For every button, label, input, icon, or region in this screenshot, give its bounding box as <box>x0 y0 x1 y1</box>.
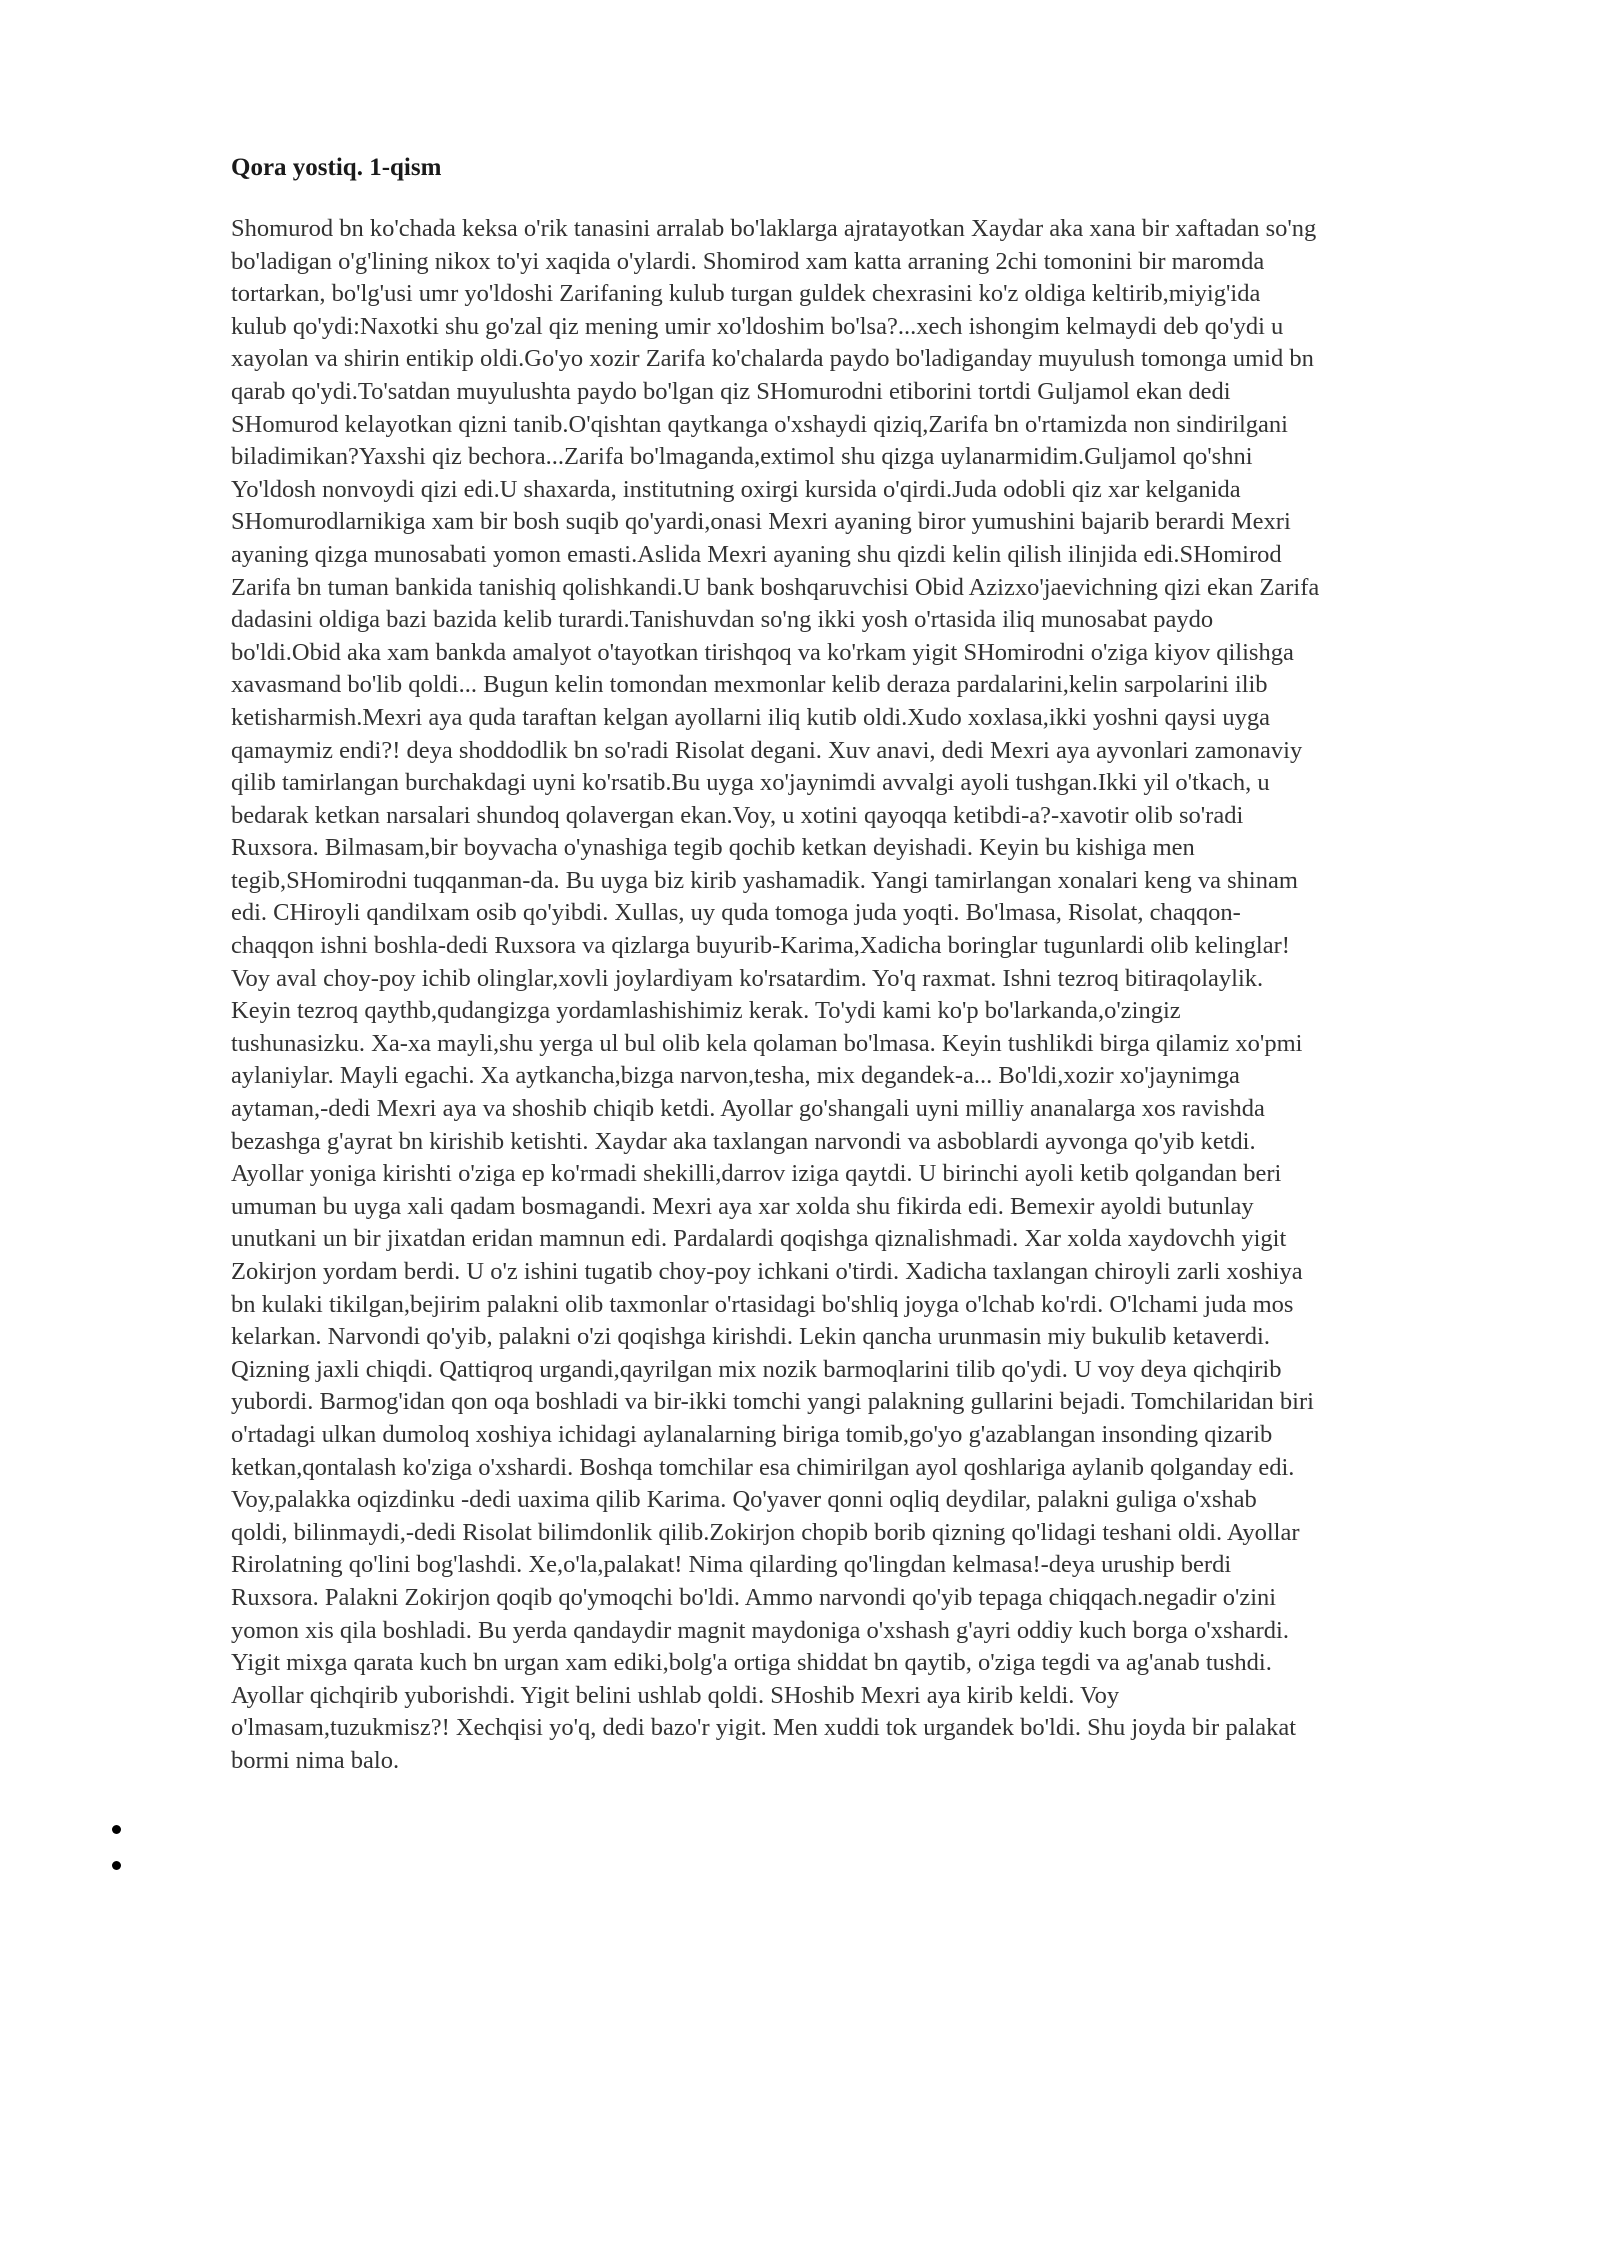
empty-bullet-list <box>112 1812 132 1884</box>
body-text-line: ketisharmish.Mexri aya quda taraftan kelgan ayollarni iliq kutib oldi.Xudo xoxlasa,ikki yoshni qaysi uyga <box>231 703 1270 731</box>
body-text-line: SHomurodlarnikiga xam bir bosh suqib qo'yardi,onasi Mexri ayaning biror yumushini bajarib berardi Mexri <box>231 508 1291 536</box>
body-text-line: Zokirjon yordam berdi. U o'z ishini tugatib choy-poy ichkani o'tirdi. Xadicha taxlangan chiroyli zarli xoshiya <box>231 1258 1303 1285</box>
body-text-line: Zarifa bn tuman bankida tanishiq qolishkandi.U bank boshqaruvchisi Obid Azizxo'jaevichning qizi ekan Zarifa <box>231 573 1320 601</box>
bullet-icon <box>112 1825 121 1834</box>
body-text-line: Ayollar yoniga kirishti o'ziga ep ko'rmadi shekilli,darrov iziga qaytdi. U birinchi ayoli ketib qolgandan beri <box>231 1160 1282 1188</box>
body-text-line: yomon xis qila boshladi. Bu yerda qandaydir magnit maydoniga o'xshash g'ayri oddiy kuch borga o'xshardi. <box>231 1616 1289 1644</box>
body-text-line: o'lmasam,tuzukmisz?! Xechqisi yo'q, dedi bazo'r yigit. Men xuddi tok urgandek bo'ldi. Shu joyda bir palakat <box>231 1714 1297 1742</box>
body-text-line: ayaning qizga munosabati yomon emasti.Aslida Mexri ayaning shu qizdi kelin qilish ilinjida edi.SHomirod <box>231 540 1282 568</box>
list-item <box>112 1812 132 1848</box>
body-text-line: bezashga g'ayrat bn kirishib ketishti. Xaydar aka taxlangan narvondi va asboblardi ayvonga qo'yib ketdi. <box>231 1127 1256 1155</box>
body-text-line: chaqqon ishni boshla-dedi Ruxsora va qizlarga buyurib-Karima,Xadicha boringlar tugunlardi olib kelinglar! <box>231 932 1290 960</box>
document-body <box>231 213 1506 1778</box>
body-text-line: xayolan va shirin entikip oldi.Go'yo xozir Zarifa ko'chalarda paydo bo'ladiganday muyulush tomonga umid bn <box>231 345 1314 373</box>
body-text-line: Keyin tezroq qaythb,qudangizga yordamlashishimiz kerak. To'ydi kami ko'p bo'larkanda,o'zingiz <box>231 997 1181 1025</box>
body-text-line: o'rtadagi ulkan dumoloq xoshiya ichidagi aylanalarning biriga tomib,go'yo g'azablangan insonding qizarib <box>231 1420 1273 1448</box>
body-text-line: ketkan,qontalash ko'ziga o'xshardi. Boshqa tomchilar esa chimirilgan ayol qoshlariga aylanib qolganday edi. <box>231 1453 1295 1481</box>
body-text-line: bormi nima balo. <box>231 1746 400 1774</box>
body-text-line: qilib tamirlangan burchakdagi uyni ko'rsatib.Bu uyga xo'jaynimdi avvalgi ayoli tushgan.Ikki yil o'tkach, u <box>231 769 1270 797</box>
body-text-line: unutkani un bir jixatdan eridan mamnun edi. Pardalardi qoqishga qiznalishmadi. Xar xolda xaydovchh yigit <box>231 1225 1287 1253</box>
body-text-line: xavasmand bo'lib qoldi... Bugun kelin tomondan mexmonlar kelib deraza pardalarini,kelin sarpolarini ilib <box>231 671 1268 699</box>
body-text-line: Yigit mixga qarata kuch bn urgan xam ediki,bolg'a ortiga shiddat bn qaytib, o'ziga tegdi va ag'anab tushdi. <box>231 1649 1272 1677</box>
bullet-icon <box>112 1861 121 1870</box>
body-text-line: bedarak ketkan narsalari shundoq qolavergan ekan.Voy, u xotini qayoqqa ketibdi-a?-xavotir olib so'radi <box>231 801 1244 829</box>
body-text-line: tortarkan, bo'lg'usi umr yo'ldoshi Zarifaning kulub turgan guldek chexrasini ko'z oldiga keltirib,miyig'ida <box>231 280 1261 308</box>
body-text-line: bo'ladigan o'g'lining nikox to'yi xaqida o'ylardi. Shomirod xam katta arraning 2chi tomonini bir maromda <box>231 247 1265 275</box>
body-text-line: biladimikan?Yaxshi qiz bechora...Zarifa bo'lmaganda,extimol shu qizga uylanarmidim.Guljamol qo'shni <box>231 443 1253 471</box>
body-text-line: edi. CHiroyli qandilxam osib qo'yibdi. Xullas, uy quda tomoga juda yoqti. Bo'lmasa, Risolat, chaqqon- <box>231 899 1241 927</box>
list-item <box>112 1848 132 1884</box>
body-text-line: umuman bu uyga xali qadam bosmagandi. Mexri aya xar xolda shu fikirda edi. Bemexir ayoldi butunlay <box>231 1192 1254 1220</box>
body-text-line: aylaniylar. Mayli egachi. Xa aytkancha,bizga narvon,tesha, mix degandek-a... Bo'ldi,xozir xo'jaynimga <box>231 1062 1240 1090</box>
body-text-line: qoldi, bilinmaydi,-dedi Risolat bilimdonlik qilib.Zokirjon chopib borib qizning qo'lidagi teshani oldi. Ayollar <box>231 1518 1300 1546</box>
body-text-line: SHomurod kelayotkan qizni tanib.O'qishtan qaytkanga o'xshaydi qiziq,Zarifa bn o'rtamizda non sindirilgani <box>231 410 1288 438</box>
body-text-line: qarab qo'ydi.To'satdan muyulushta paydo bo'lgan qiz SHomurodni etiborini tortdi Guljamol ekan dedi <box>231 377 1231 405</box>
body-text-line: Voy aval choy-poy ichib olinglar,xovli joylardiyam ko'rsatardim. Yo'q raxmat. Ishni tezroq bitiraqolaylik. <box>231 964 1264 992</box>
body-text-line: Voy,palakka oqizdinku -dedi uaxima qilib Karima. Qo'yaver qonni oqliq deydilar, palakni guliga o'xshab <box>231 1486 1257 1514</box>
body-text-line: Qizning jaxli chiqdi. Qattiqroq urgandi,qayrilgan mix nozik barmoqlarini tilib qo'ydi. U voy deya qichqirib <box>231 1355 1282 1383</box>
body-text-line: Ruxsora. Palakni Zokirjon qoqib qo'ymoqchi bo'ldi. Ammo narvondi qo'yib tepaga chiqqach.negadir o'zini <box>231 1583 1277 1611</box>
document-title: Qora yostiq. 1-qism <box>231 154 442 181</box>
body-text-line: Yo'ldosh nonvoydi qizi edi.U shaxarda, institutning oxirgi kursida o'qirdi.Juda odobli qiz xar kelganida <box>231 475 1241 503</box>
body-text-line: kulub qo'ydi:Naxotki shu go'zal qiz mening umir xo'ldoshim bo'lsa?...xech ishongim kelmaydi deb qo'ydi u <box>231 312 1284 340</box>
body-text-line: Ayollar qichqirib yuborishdi. Yigit belini ushlab qoldi. SHoshib Mexri aya kirib keldi. Voy <box>231 1681 1120 1709</box>
body-text-line: kelarkan. Narvondi qo'yib, palakni o'zi qoqishga kirishdi. Lekin qancha urunmasin miy bukulib ketaverdi. <box>231 1323 1270 1351</box>
body-text-line: Rirolatning qo'lini bog'lashdi. Xe,o'la,palakat! Nima qilarding qo'lingdan kelmasa!-deya uruship berdi <box>231 1551 1232 1579</box>
body-text-line: tegib,SHomirodni tuqqanman-da. Bu uyga biz kirib yashamadik. Yangi tamirlangan xonalari keng va shinam <box>231 866 1298 894</box>
body-text-line: Shomurod bn ko'chada keksa o'rik tanasini arralab bo'laklarga ajratayotkan Xaydar aka xana bir xaftadan so'ng <box>231 215 1317 242</box>
body-text-line: yubordi. Barmog'idan qon oqa boshladi va bir-ikki tomchi yangi palakning gullarini bejadi. Tomchilaridan biri <box>231 1388 1314 1416</box>
body-text-line: Ruxsora. Bilmasam,bir boyvacha o'ynashiga tegib qochib ketkan deyishadi. Keyin bu kishiga men <box>231 834 1195 862</box>
body-text-line: qamaymiz endi?! deya shoddodlik bn so'radi Risolat degani. Xuv anavi, dedi Mexri aya ayvonlari zamonaviy <box>231 736 1303 764</box>
body-text-line: aytaman,-dedi Mexri aya va shoshib chiqib ketdi. Ayollar go'shangali uyni milliy ananalarga xos ravishda <box>231 1095 1265 1123</box>
body-text-line: bo'ldi.Obid aka xam bankda amalyot o'tayotkan tirishqoq va ko'rkam yigit SHomirodni o'ziga kiyov qilishga <box>231 638 1294 666</box>
body-text-line: bn kulaki tikilgan,bejirim palakni olib taxmonlar o'rtasidagi bo'shliq joyga o'lchab ko'rdi. O'lchami juda mos <box>231 1290 1294 1318</box>
body-text-line: dadasini oldiga bazi bazida kelib turardi.Tanishuvdan so'ng ikki yosh o'rtasida iliq munosabat paydo <box>231 606 1214 634</box>
body-text-line: tushunasizku. Xa-xa mayli,shu yerga ul bul olib kela qolaman bo'lmasa. Keyin tushlikdi birga qilamiz xo'pmi <box>231 1029 1303 1057</box>
